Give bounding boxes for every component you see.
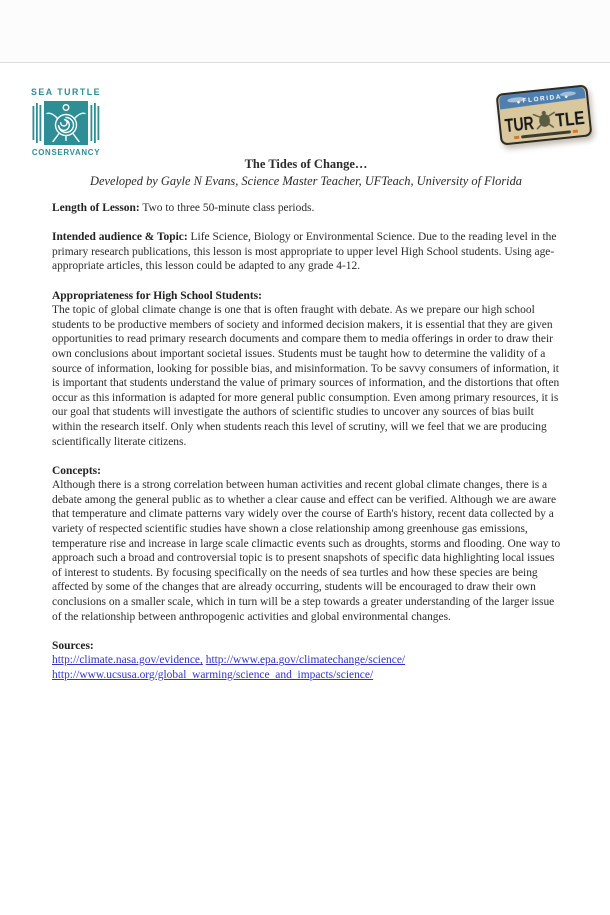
logo-text-sea-turtle: SEA TURTLE [31, 87, 101, 97]
plate-bottom-accent [514, 136, 519, 140]
turtle-license-plate-image [496, 84, 593, 145]
length-of-lesson-text: Two to three 50-minute class periods. [139, 202, 315, 214]
concepts-body: Although there is a strong correlation between human activities and recent global climate changes, there is a debate among the general public as to whether a clear cause and effect can be verified. Although we are aware that temperature and climate patterns vary widely over the course of Earth's history, recent data collected by a variety of respected scientific studies have shown a close relationship among greenhouse gas emissions, temperature rise and increase in large scale climactic events such as droughts, storms and flooding. One way to approach such a broad and controversial topic is to present snapshots of specific data highlighting local issues of interest to students. By focusing specifically on the needs of sea turtles and how these species are being affected by some of the changes that are already occurring, students will be encouraged to draw their own conclusions on a smaller scale, which in turn will be a step towards a greater understanding of the larger issue of the relationship between anthropogenic activities and global environmental changes. [52, 479, 561, 623]
concepts-section [52, 464, 564, 625]
sources-section [52, 639, 564, 683]
intended-audience-paragraph [52, 230, 564, 274]
sources-heading: Sources: [52, 639, 94, 652]
length-of-lesson-paragraph [52, 201, 564, 216]
appropriateness-body: The topic of global climate change is one that is often fraught with debate. As we prepare our high school students to be productive members of society and informed decision makers, it is essential that they are given opportunities to read primary research documents and compare them to media offerings in order to draw their own conclusions about important societal issues. Students must be taught how to determine the validity of a source of information, looking for possible bias, and misinformation. To be savvy consumers of information, it is important that students understand the value of primary sources of information, and the distortions that often occur as this information is adapted for more general public consumption. Even among primary resources, it is our goal that students will investigate the authors of scientific studies to uncover any sources of bias built within the research itself. Only when students reach this level of scrutiny, will we feel that we are producing scientifically literate citizens. [52, 304, 560, 448]
epa-climatechange-science-link[interactable]: http://www.epa.gov/climatechange/science/ [205, 654, 406, 667]
plate-state-label: FLORIDA [522, 93, 563, 105]
plate-letters-right: TLE [554, 106, 592, 131]
sources-line-2 [52, 668, 564, 683]
concepts-heading: Concepts: [52, 464, 101, 477]
length-of-lesson-label: Length of Lesson: [52, 202, 140, 214]
nasa-climate-evidence-link[interactable]: http://climate.nasa.gov/evidence, [52, 654, 203, 667]
page-separator [0, 0, 610, 63]
document-subtitle: Developed by Gayle N Evans, Science Master Teacher, UFTeach, University of Florida [90, 174, 522, 188]
document-title: The Tides of Change… [244, 157, 368, 171]
intended-audience-text: Life Science, Biology or Environmental Science. Due to the reading level in the primary research publications, this lesson is most appropriate to upper level High School students. Using age-appropriate articles, this lesson could be adapted to any grade 4-12. [52, 231, 557, 273]
document-body [52, 201, 564, 697]
ucsusa-global-warming-link[interactable]: http://www.ucsusa.org/global_warming/science_and_impacts/science/ [52, 669, 374, 681]
sea-turtle-conservancy-logo [30, 87, 102, 157]
sources-line-1 [52, 653, 564, 668]
appropriateness-section [52, 289, 564, 450]
logo-text-conservancy: CONSERVANCY [31, 148, 101, 157]
appropriateness-heading: Appropriateness for High School Students: [52, 289, 262, 302]
plate-bottom-accent [573, 130, 578, 134]
plate-letters-left: TUR [503, 111, 544, 137]
title-block [52, 157, 560, 189]
intended-audience-label: Intended audience & Topic: [52, 231, 188, 244]
sea-turtle-logo-icon [31, 100, 101, 146]
